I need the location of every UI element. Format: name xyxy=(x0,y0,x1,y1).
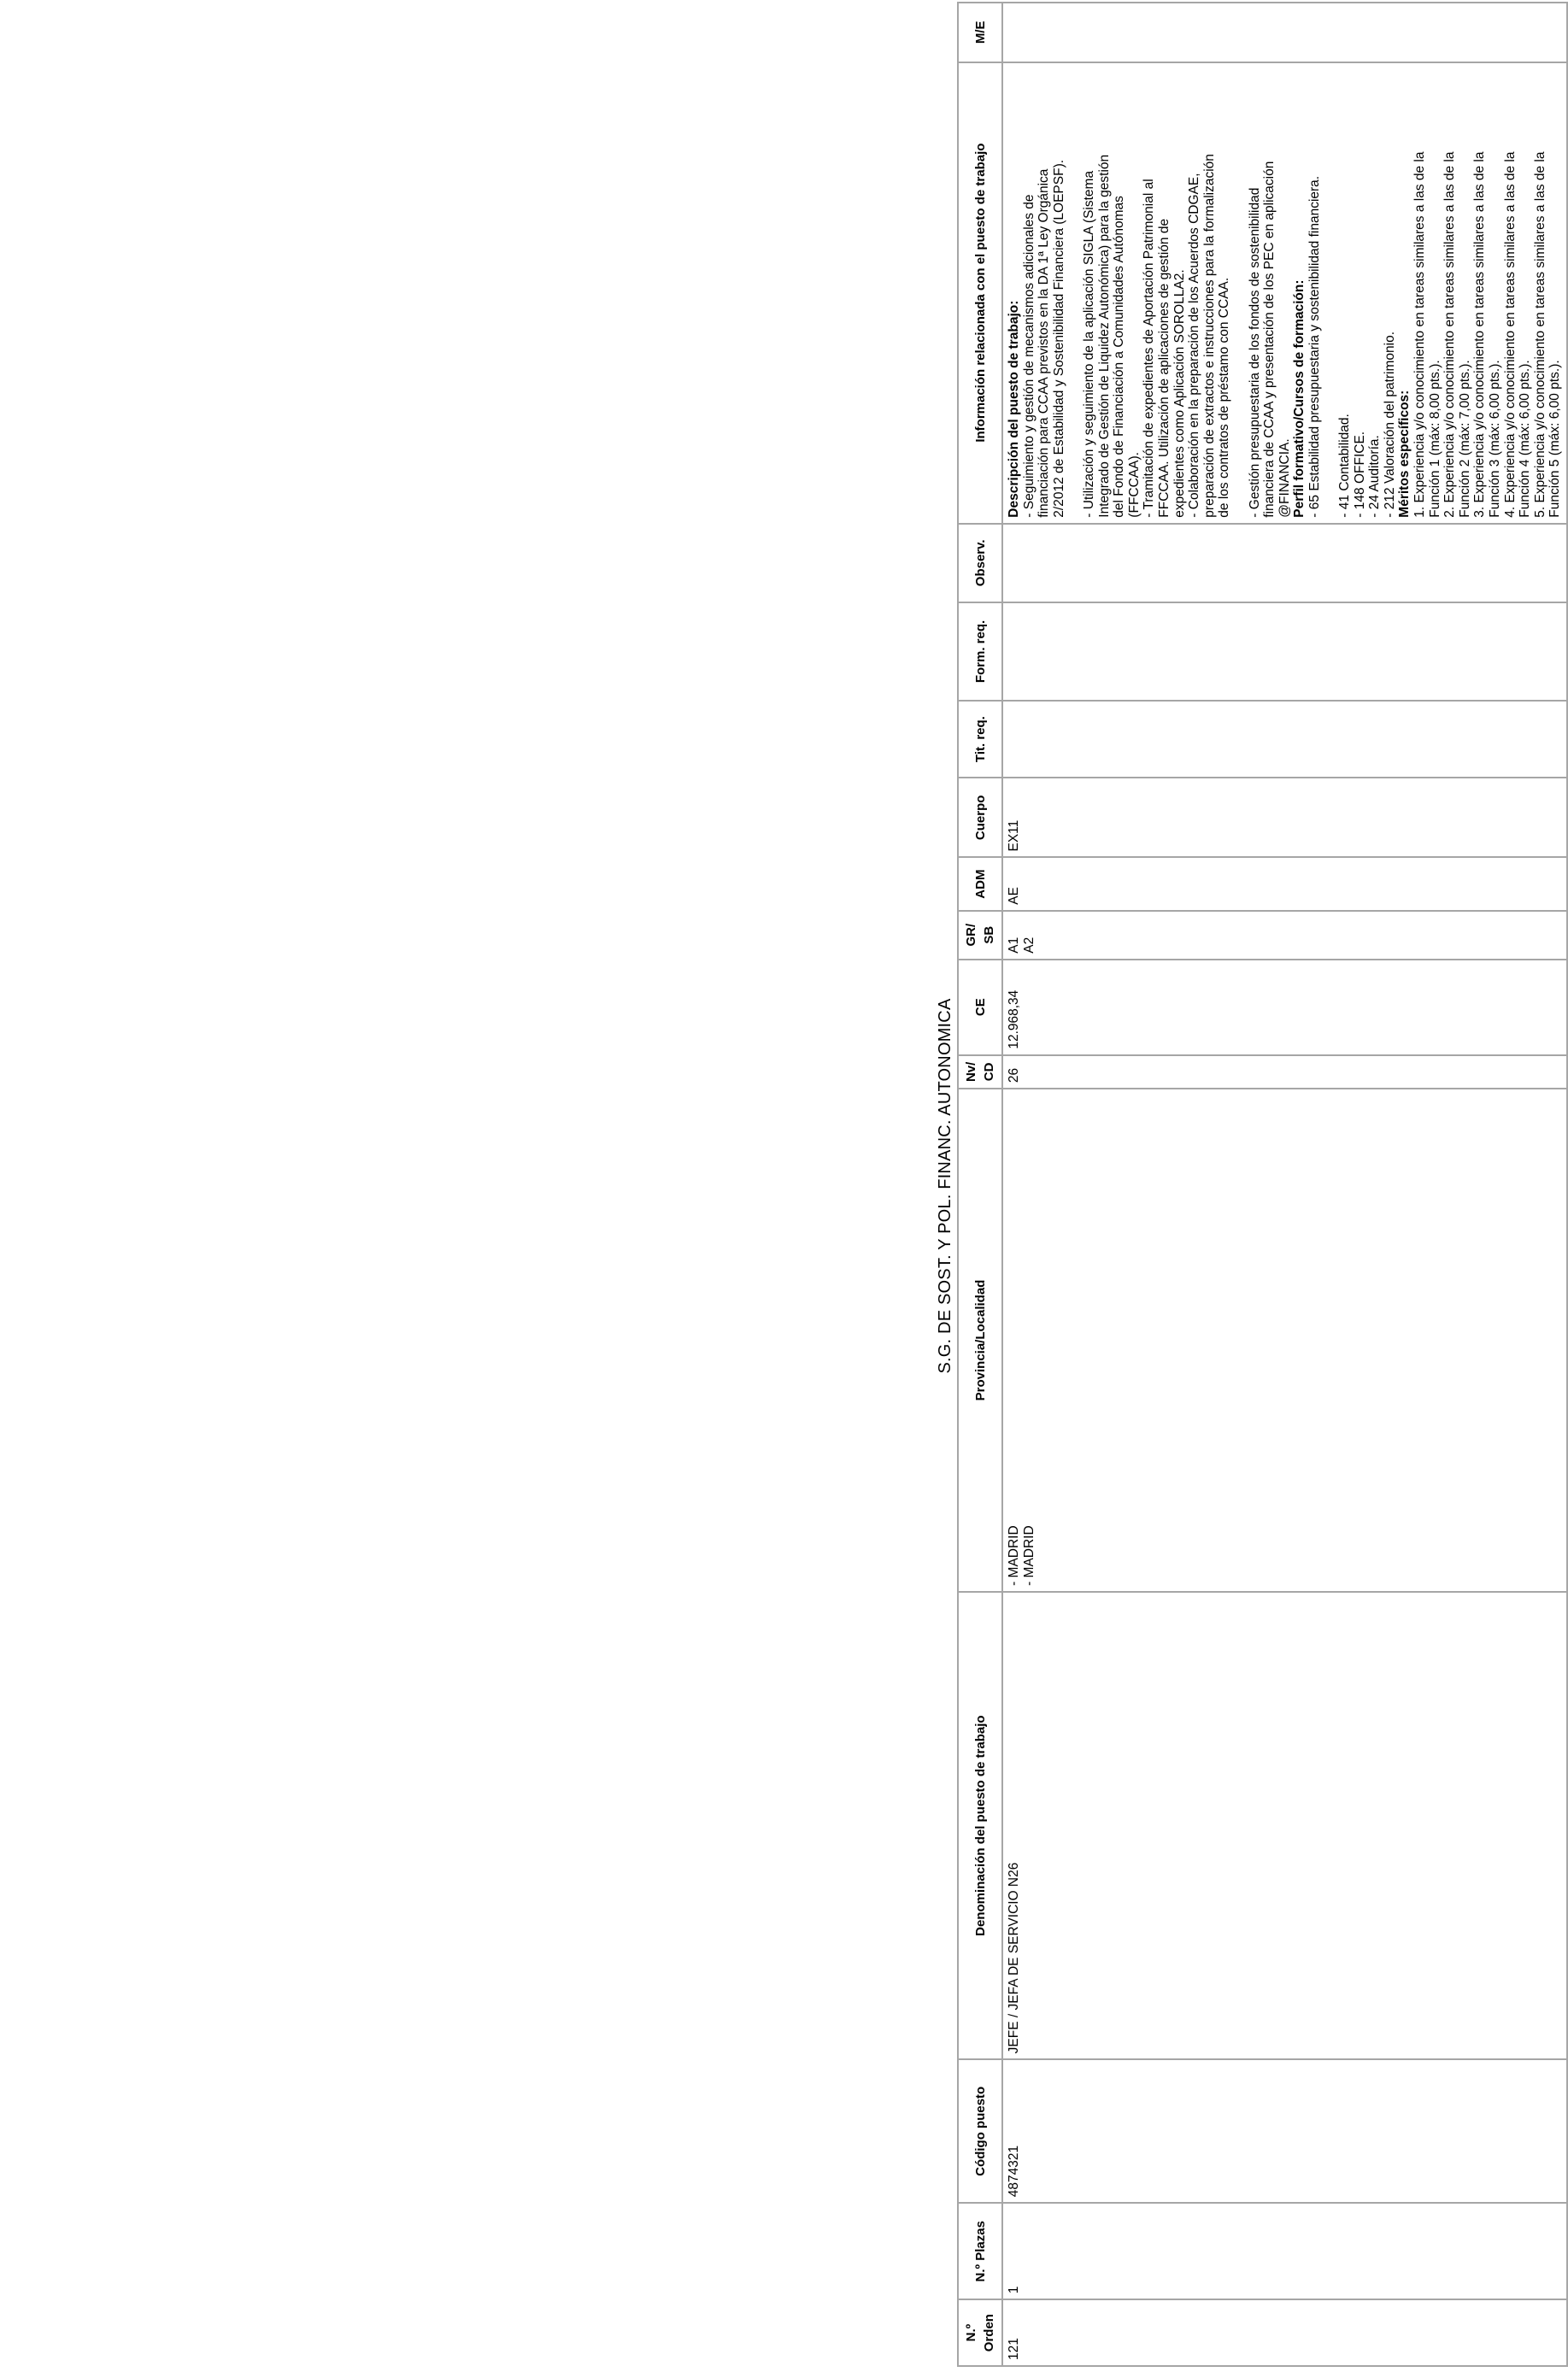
table-row xyxy=(1002,3,1567,2366)
info-text-line: - 24 Auditoría. xyxy=(1367,435,1383,518)
cell-informacion xyxy=(1002,62,1567,524)
header-denominacion: Denominación del puesto de trabajo xyxy=(958,1592,1002,2059)
unit-title: S.G. DE SOST. Y POL. FINANC. AUTONOMICA xyxy=(936,998,954,1374)
cell-orden xyxy=(1002,2299,1567,2366)
header-plazas: N.º Plazas xyxy=(958,2203,1002,2299)
cell-denominacion xyxy=(1002,1592,1567,2059)
plazas-value: 1 xyxy=(1007,2286,1021,2294)
info-text-line: 4. Experiencia y/o conocimiento en tareas similares a las de la xyxy=(1502,151,1518,518)
cell-formacion xyxy=(1002,602,1567,701)
orden-value: 121 xyxy=(1007,2338,1021,2360)
section-heading: Méritos específicos: xyxy=(1397,390,1412,518)
info-text-line xyxy=(1232,68,1248,518)
header-formacion: Form. req. xyxy=(958,602,1002,701)
info-text-line: - Utilización y seguimiento de la aplicación SIGLA (Sistema xyxy=(1081,170,1096,518)
header-titulacion: Tit. req. xyxy=(958,701,1002,778)
header-orden: N.º Orden xyxy=(958,2299,1002,2366)
header-grupo: GR/ SB xyxy=(958,911,1002,960)
info-text-line: - Colaboración en la preparación de los Acuerdos CDGAE, xyxy=(1187,173,1202,518)
cell-adm xyxy=(1002,858,1567,911)
header-informacion: Información relacionada con el puesto de trabajo xyxy=(958,62,1002,524)
info-text-line xyxy=(1066,68,1082,518)
cell-observaciones xyxy=(1002,524,1567,602)
job-positions-table xyxy=(957,2,1568,2367)
provincia-value: - MADRID xyxy=(1021,1525,1037,1586)
info-text-line: del Fondo de Financiación a Comunidades Autónomas xyxy=(1112,196,1127,518)
info-text-line: 2. Experiencia y/o conocimiento en tareas similares a las de la xyxy=(1442,151,1458,518)
info-text-line: Función 3 (máx: 6,00 pts.). xyxy=(1488,360,1502,518)
info-text-line: (FFCCAA). xyxy=(1126,452,1142,518)
section-heading: Descripción del puesto de trabajo: xyxy=(1007,300,1021,518)
header-codigo: Código puesto xyxy=(958,2059,1002,2203)
header-observaciones: Observ. xyxy=(958,524,1002,602)
header-provincia: Provincia/Localidad xyxy=(958,1089,1002,1592)
info-text-line: - 212 Valoración del patrimonio. xyxy=(1382,331,1397,518)
info-text-line: 2/2012 de Estabilidad y Sostenibilidad Financiera (LOEPSF). xyxy=(1051,159,1066,518)
header-me: M/E xyxy=(958,3,1002,62)
job-information-text xyxy=(1007,68,1563,518)
cell-nivel xyxy=(1002,1055,1567,1089)
denominacion-value: JEFE / JEFA DE SERVICIO N26 xyxy=(1007,1862,1021,2054)
cell-cuerpo xyxy=(1002,778,1567,857)
info-text-line: - Seguimiento y gestión de mecanismos adicionales de xyxy=(1021,194,1037,518)
info-text-line: 5. Experiencia y/o conocimiento en tareas similares a las de la xyxy=(1532,151,1547,518)
info-text-line: Integrado de Gestión de Liquidez Autonómica) para la gestión xyxy=(1096,154,1112,518)
info-text-line: Función 1 (máx: 8,00 pts.). xyxy=(1427,360,1442,518)
codigo-value: 4874321 xyxy=(1007,2145,1021,2198)
info-text-line: Función 4 (máx: 6,00 pts.). xyxy=(1518,360,1533,518)
info-text-line: Función 5 (máx: 6,00 pts.). xyxy=(1547,360,1563,518)
cell-codigo xyxy=(1002,2059,1567,2203)
grupo-value: A2 xyxy=(1021,936,1037,954)
cell-ce xyxy=(1002,960,1567,1055)
info-text-line: preparación de extractos e instrucciones para la formalización xyxy=(1201,154,1217,518)
nivel-value: 26 xyxy=(1007,1067,1021,1083)
section-heading: Perfil formativo/Cursos de formación: xyxy=(1292,279,1307,518)
info-text-line: @FINANCIA. xyxy=(1277,438,1292,518)
info-text-line: - 65 Estabilidad presupuestaria y sostenibilidad financiera. xyxy=(1307,175,1322,518)
info-text-line: financiación para CCAA previstos en la DA 1ª Ley Orgánica xyxy=(1037,168,1052,518)
info-text-line: - Tramitación de expedientes de Aportación Patrimonial al xyxy=(1142,179,1157,518)
cell-provincia xyxy=(1002,1089,1567,1592)
info-text-line: - 148 OFFICE. xyxy=(1352,431,1367,518)
info-text-line: - Gestión presupuestaria de los fondos de sostenibilidad xyxy=(1247,187,1262,518)
grupo-value: A1 xyxy=(1007,936,1021,954)
table-header-row xyxy=(958,3,1002,2366)
cell-titulacion xyxy=(1002,701,1567,778)
cell-grupo xyxy=(1002,911,1567,960)
info-text-line: 3. Experiencia y/o conocimiento en tareas similares a las de la xyxy=(1472,151,1488,518)
info-text-line xyxy=(1322,68,1337,518)
header-adm: ADM xyxy=(958,858,1002,911)
info-text-line: financiera de CCAA y presentación de los PEC en aplicación xyxy=(1262,161,1277,518)
provincia-value: - MADRID xyxy=(1007,1525,1021,1586)
info-text-line: 1. Experiencia y/o conocimiento en tareas similares a las de la xyxy=(1412,151,1428,518)
info-text-line: de los contratos de préstamo con CCAA. xyxy=(1217,277,1232,518)
info-text-line: expedientes como Aplicación SOROLLA2. xyxy=(1172,269,1187,518)
header-cuerpo: Cuerpo xyxy=(958,778,1002,857)
info-text-line: Función 2 (máx: 7,00 pts.). xyxy=(1457,360,1472,518)
ce-value: 12.968,34 xyxy=(1007,989,1021,1049)
cell-me xyxy=(1002,3,1567,62)
cuerpo-value: EX11 xyxy=(1007,819,1021,852)
info-text-line: FFCCAA. Utilización de aplicaciones de gestión de xyxy=(1156,218,1172,518)
info-text-line: - 41 Contabilidad. xyxy=(1337,414,1353,518)
header-nivel: Nv/ CD xyxy=(958,1055,1002,1089)
cell-plazas xyxy=(1002,2203,1567,2299)
header-ce: CE xyxy=(958,960,1002,1055)
adm-value: AE xyxy=(1007,887,1021,905)
